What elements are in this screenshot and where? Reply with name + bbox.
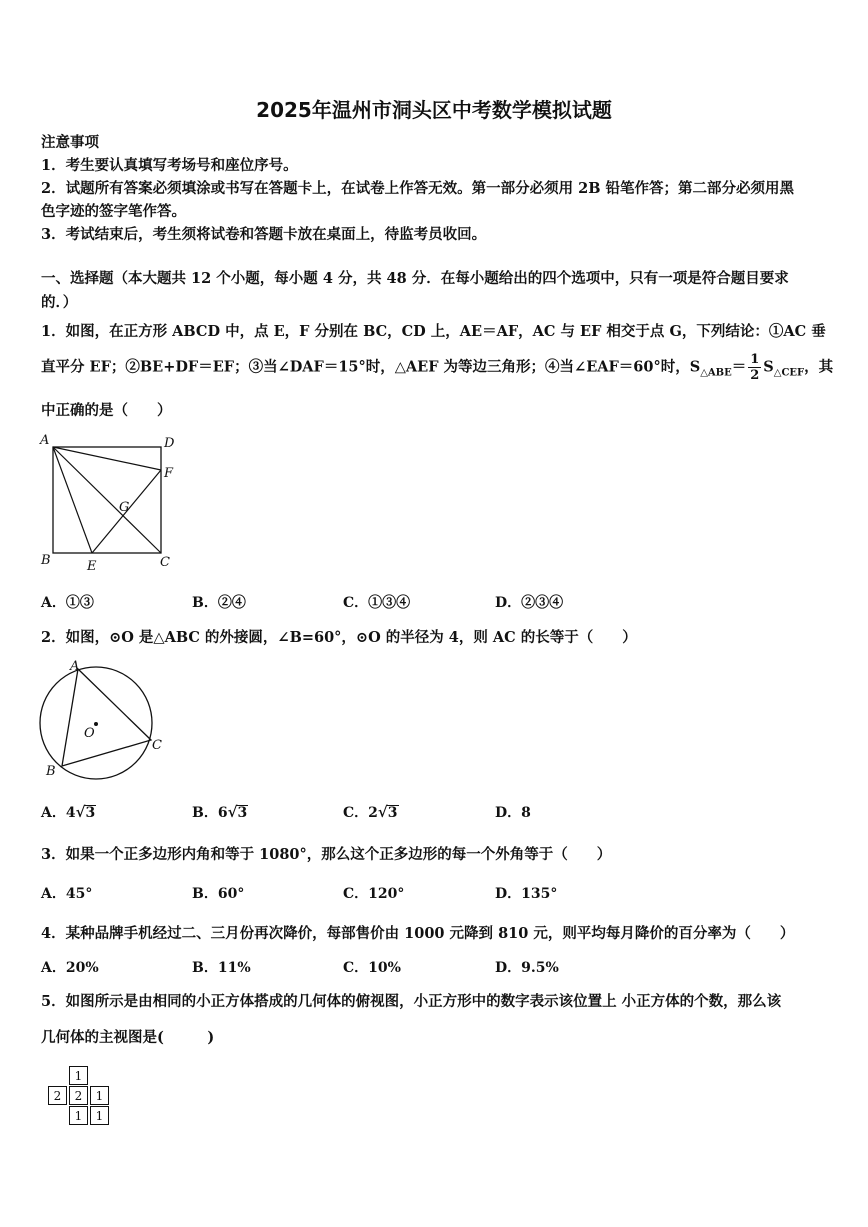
label-c: C (160, 555, 170, 570)
q1-option-d: D．②③④ (495, 595, 564, 611)
label-o: O (84, 726, 95, 741)
q1-text-line3: 中正确的是（ ） (41, 402, 172, 419)
q1-text-line2a: 直平分 EF；②BE+DF＝EF；③当∠DAF＝15°时，△AEF 为等边三角形；④当∠EAF＝60°时，S (41, 358, 701, 376)
label-g: G (119, 500, 130, 515)
label-d: D (164, 436, 175, 451)
triangle-abc (62, 669, 151, 766)
q2-option-d: D．8 (495, 805, 531, 821)
label-a: A (70, 659, 80, 674)
q1-square-figure (36, 430, 186, 575)
diagonal-ac (53, 447, 161, 553)
notice-item-2-cont: 色字迹的签字笔作答。 (41, 203, 186, 220)
label-b: B (46, 764, 56, 779)
q4-option-d: D．9.5% (495, 960, 559, 976)
q4-option-a: A．20% (41, 960, 99, 976)
q1-text-line2b: ，其 (804, 358, 834, 376)
grid-cell: 2 (48, 1086, 67, 1105)
label-f: F (164, 466, 174, 481)
q1-option-c: C．①③④ (343, 595, 411, 611)
q4-option-c: C．10% (343, 960, 401, 976)
q1-frac-num: 1 (750, 352, 760, 367)
notice-heading: 注意事项 (41, 134, 99, 151)
q1-sub-cef: △CEF (773, 367, 805, 379)
grid-cell: 2 (69, 1086, 88, 1105)
grid-cell: 1 (90, 1086, 109, 1105)
q2-option-c: C．2√3 (343, 803, 398, 821)
q1-frac-den: 2 (750, 368, 760, 383)
segment-af (53, 447, 161, 470)
q1-sub-abe: △ABE (700, 367, 732, 379)
q1-fraction (748, 352, 761, 383)
q1-text-line2 (41, 352, 833, 383)
q2-option-c-radicand: 3 (387, 805, 398, 821)
q4-text: 4．某种品牌手机经过二、三月份再次降价，每部售价由 1000 元降到 810 元，则平均每月降价的百分率为（ ） (41, 925, 795, 942)
q2-option-b-radicand: 3 (237, 805, 248, 821)
label-e: E (87, 559, 97, 574)
q2-option-a: A．4√3 (41, 803, 96, 821)
q5-text-line1: 5．如图所示是由相同的小正方体搭成的几何体的俯视图，小正方形中的数字表示该位置上 小正方体的个数，那么该 (41, 993, 782, 1010)
q1-option-b: B．②④ (192, 595, 246, 611)
section-heading-cont: 的．） (41, 294, 78, 311)
notice-item-2: 2．试题所有答案必须填涂或书写在答题卡上，在试卷上作答无效。第一部分必须用 2B 铅笔作答；第二部分必须用黑 (41, 180, 795, 197)
notice-item-3: 3．考试结束后，考生须将试卷和答题卡放在桌面上，待监考员收回。 (41, 226, 487, 243)
q4-option-b: B．11% (192, 960, 251, 976)
q1-s2: S (763, 358, 774, 376)
q2-option-b: B．6√3 (192, 803, 248, 821)
grid-cell: 1 (90, 1106, 109, 1125)
q2-option-a-radicand: 3 (85, 805, 96, 821)
page-title: 2025年温州市洞头区中考数学模拟试题 (256, 98, 612, 122)
q1-text-line1: 1．如图，在正方形 ABCD 中，点 E，F 分别在 BC，CD 上，AE＝AF，AC 与 EF 相交于点 G，下列结论：①AC 垂 (41, 323, 826, 340)
q2-option-b-prefix: B．6 (192, 805, 228, 821)
grid-cell: 1 (69, 1066, 88, 1085)
label-b: B (41, 553, 51, 568)
q1-eq: ＝ (731, 358, 747, 376)
label-a: A (40, 433, 50, 448)
label-c: C (152, 738, 162, 753)
q2-option-c-prefix: C．2 (343, 805, 378, 821)
q3-option-a: A．45° (41, 886, 93, 902)
q2-text: 2．如图，⊙O 是△ABC 的外接圆，∠B=60°，⊙O 的半径为 4，则 AC 的长等于（ ） (41, 629, 637, 646)
section-heading: 一、选择题（本大题共 12 个小题，每小题 4 分，共 48 分．在每小题给出的四个选项中，只有一项是符合题目要求 (41, 270, 789, 287)
notice-item-1: 1．考生要认真填写考场号和座位序号。 (41, 157, 298, 174)
q3-option-b: B．60° (192, 886, 245, 902)
q3-option-c: C．120° (343, 886, 405, 902)
q3-text: 3．如果一个正多边形内角和等于 1080°，那么这个正多边形的每一个外角等于（ ） (41, 846, 612, 863)
segment-ae (53, 447, 92, 553)
q5-text-line2: 几何体的主视图是( ) (41, 1029, 215, 1046)
grid-cell: 1 (69, 1106, 88, 1125)
q2-option-a-prefix: A．4 (41, 805, 76, 821)
q3-option-d: D．135° (495, 886, 558, 902)
q2-circle-figure (36, 658, 171, 783)
q5-top-view-grid (48, 1066, 114, 1128)
q1-option-a: A．①③ (41, 595, 94, 611)
